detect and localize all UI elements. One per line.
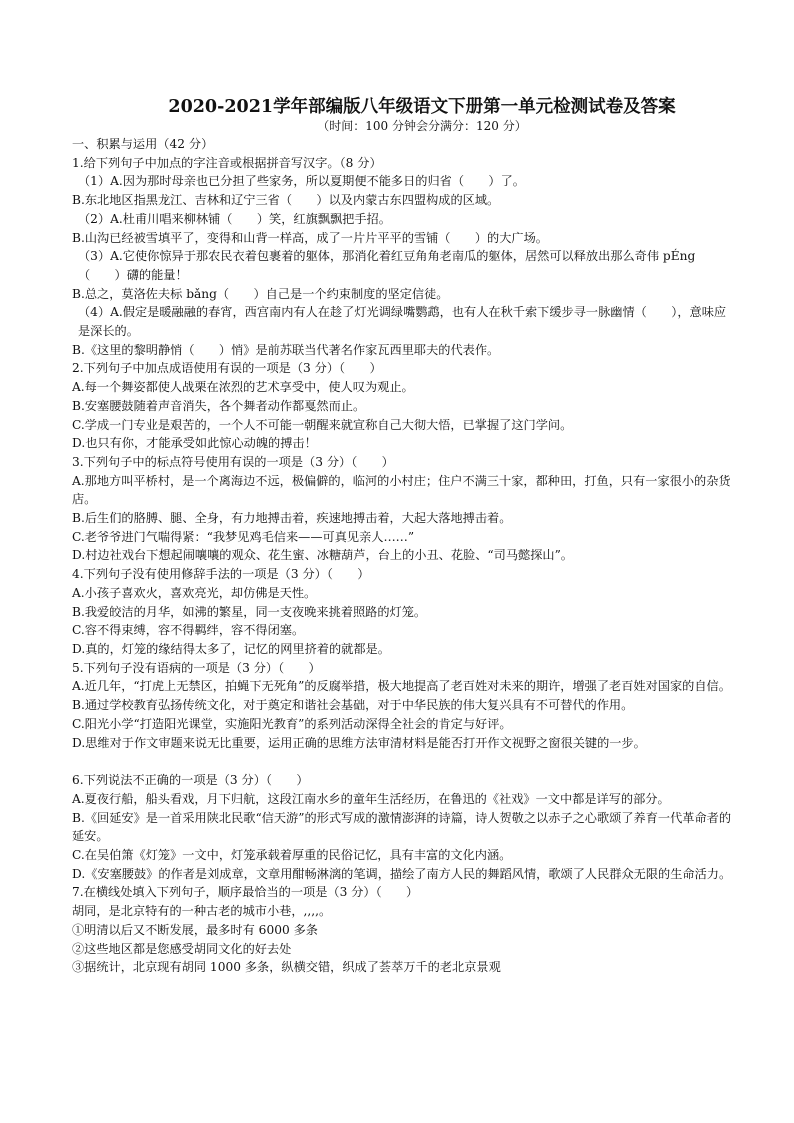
question-4-option: A.小孩子喜欢火，喜欢亮光，却仿佛是天性。 xyxy=(72,585,317,600)
question-7-stem: 7.在横线处填入下列句子，顺序最恰当的一项是（3 分）（ ） xyxy=(72,885,419,900)
question-1-stem: 1.给下列句子中加点的字注音或根据拼音写汉字。（8 分） xyxy=(72,155,382,170)
question-2-option: A.每一个舞姿都使人战栗在浓烈的艺术享受中，使人叹为观止。 xyxy=(72,380,414,395)
question-3-option: B.后生们的胳膊、腿、全身，有力地搏击着，疾速地搏击着，大起大落地搏击着。 xyxy=(72,511,512,526)
question-5-stem: 5.下列句子没有语病的一项是（3 分）（ ） xyxy=(72,660,321,675)
question-6-option: A.夏夜行船，船头看戏，月下归航，这段江南水乡的童年生活经历，在鲁迅的《社戏》一文中都是详写的部分。 xyxy=(72,791,670,806)
question-7-sentence: ③据统计，北京现有胡同 1000 多条，纵横交错，织成了荟萃万千的老北京景观 xyxy=(72,960,501,975)
question-4-option: D.真的，灯笼的缘结得太多了，记忆的网里挤着的就都是。 xyxy=(72,641,390,656)
question-6-option: D.《安塞腰鼓》的作者是刘成章，文章用酣畅淋漓的笔调，描绘了南方人民的舞蹈风情，歌颂了人民群众无限的生命活力。 xyxy=(72,866,732,881)
question-2-option: D.也只有你，才能承受如此惊心动魄的搏击！ xyxy=(72,436,317,451)
question-3-stem: 3.下列句子中的标点符号使用有误的一项是（3 分）（ ） xyxy=(72,454,394,469)
exam-title: 2020-2021学年部编版八年级语文下册第一单元检测试卷及答案 xyxy=(168,97,676,117)
question-4-option: C.容不得束缚，容不得羁绊，容不得闭塞。 xyxy=(72,623,305,638)
question-2-option: C.学成一门专业是艰苦的，一个人不可能一朝醒来就宣称自己大彻大悟，已掌握了这门学问。 xyxy=(72,417,573,432)
question-4-option: B.我爱皎洁的月华，如沸的繁星，同一支夜晚来挑着照路的灯笼。 xyxy=(72,604,427,619)
question-7-sentence: ②这些地区都是您感受胡同文化的好去处 xyxy=(72,941,292,956)
question-3-option: C.老爷爷进门气喘得紧：“我梦见鸡毛信来——可真见亲人……” xyxy=(72,529,415,544)
question-6-stem: 6.下列说法不正确的一项是（3 分）（ ） xyxy=(72,773,309,788)
question-1-item: （1）A.因为那时母亲也已分担了些家务，所以夏期便不能多日的归省（ ）了。 xyxy=(78,174,525,189)
question-1-item: （3）A.它使你惊异于那农民衣着包裹着的躯体，那消化着红豆角角老南瓜的躯体，居然可以释放出那么奇伟 pÉng（ ）礴的能量！ xyxy=(78,249,696,282)
blank-line xyxy=(72,752,732,771)
question-1-item: B.总之，莫洛佐夫标 bǎng（ ）自己是一个约束制度的坚定信徒。 xyxy=(72,286,449,301)
question-5-option: B.通过学校教育弘扬传统文化，对于奠定和谐社会基础，对于中华民族的伟大复兴具有不可替代的作用。 xyxy=(72,698,634,713)
exam-subtitle: （时间：100 分钟会分满分：120 分） xyxy=(317,119,527,133)
question-2-stem: 2.下列句子中加点成语使用有误的一项是（3 分）（ ） xyxy=(72,361,382,376)
question-3-option: D.村边社戏台下想起闹嚷嚷的观众、花生蜜、冰糖葫芦，台上的小丑、花脸、“司马懿探山”。 xyxy=(72,548,573,563)
question-4-stem: 4.下列句子没有使用修辞手法的一项是（3 分）（ ） xyxy=(72,567,370,582)
question-1-item: B.《这里的黎明静悄（ ）悄》是前苏联当代著名作家瓦西里耶夫的代表作。 xyxy=(72,342,500,357)
question-6-option: B.《回延安》是一首采用陕北民歌“信天游”的形式写成的激情澎湃的诗篇，诗人贺敬之以赤子之心歌颂了养育一代革命者的延安。 xyxy=(72,810,732,844)
question-1-item: （2）A.杜甫川唱来柳林铺（ ）笑，红旗飘飘把手招。 xyxy=(78,211,391,226)
exam-page xyxy=(72,96,732,977)
question-1-item: B.东北地区指黑龙江、吉林和辽宁三省（ ）以及内蒙古东四盟构成的区域。 xyxy=(72,193,500,208)
question-6-option: C.在吴伯箫《灯笼》一文中，灯笼承载着厚重的民俗记忆，具有丰富的文化内涵。 xyxy=(72,848,512,863)
section-heading: 一、积累与运用（42 分） xyxy=(72,137,214,151)
question-3-option: A.那地方叫平桥村，是一个离海边不远，极偏僻的，临河的小村庄；住户不满三十家，都种田，打鱼，只有一家很小的杂货店。 xyxy=(72,473,731,507)
question-1-item: （4）A.假定是暖融融的春宵，西宫南内有人在趁了灯光调绿嘴鹦鹉，也有人在秋千索下缓步寻一脉幽情（ ），意味应是深长的。 xyxy=(78,305,727,339)
question-5-option: C.阳光小学“打造阳光课堂，实施阳光教育”的系列活动深得全社会的肯定与好评。 xyxy=(72,716,512,731)
question-7-passage: 胡同，是北京特有的一种古老的城市小巷，,,,,。 xyxy=(72,904,332,919)
question-2-option: B.安塞腰鼓随着声音消失，各个舞者动作都戛然而止。 xyxy=(72,398,366,413)
question-5-option: D.思维对于作文审题来说无比重要，运用正确的思维方法审清材料是能否打开作文视野之窗很关键的一步。 xyxy=(72,735,646,750)
question-5-option: A.近几年，“打虎上无禁区，拍蝇下无死角”的反腐举措，极大地提高了老百姓对未来的期许，增强了老百姓对国家的自信。 xyxy=(72,679,731,694)
question-1-item: B.山沟已经被雪填平了，变得和山背一样高，成了一片片平平的雪铺（ ）的大广场。 xyxy=(72,230,548,245)
question-7-sentence: ①明清以后又不断发展，最多时有 6000 多条 xyxy=(72,922,318,937)
